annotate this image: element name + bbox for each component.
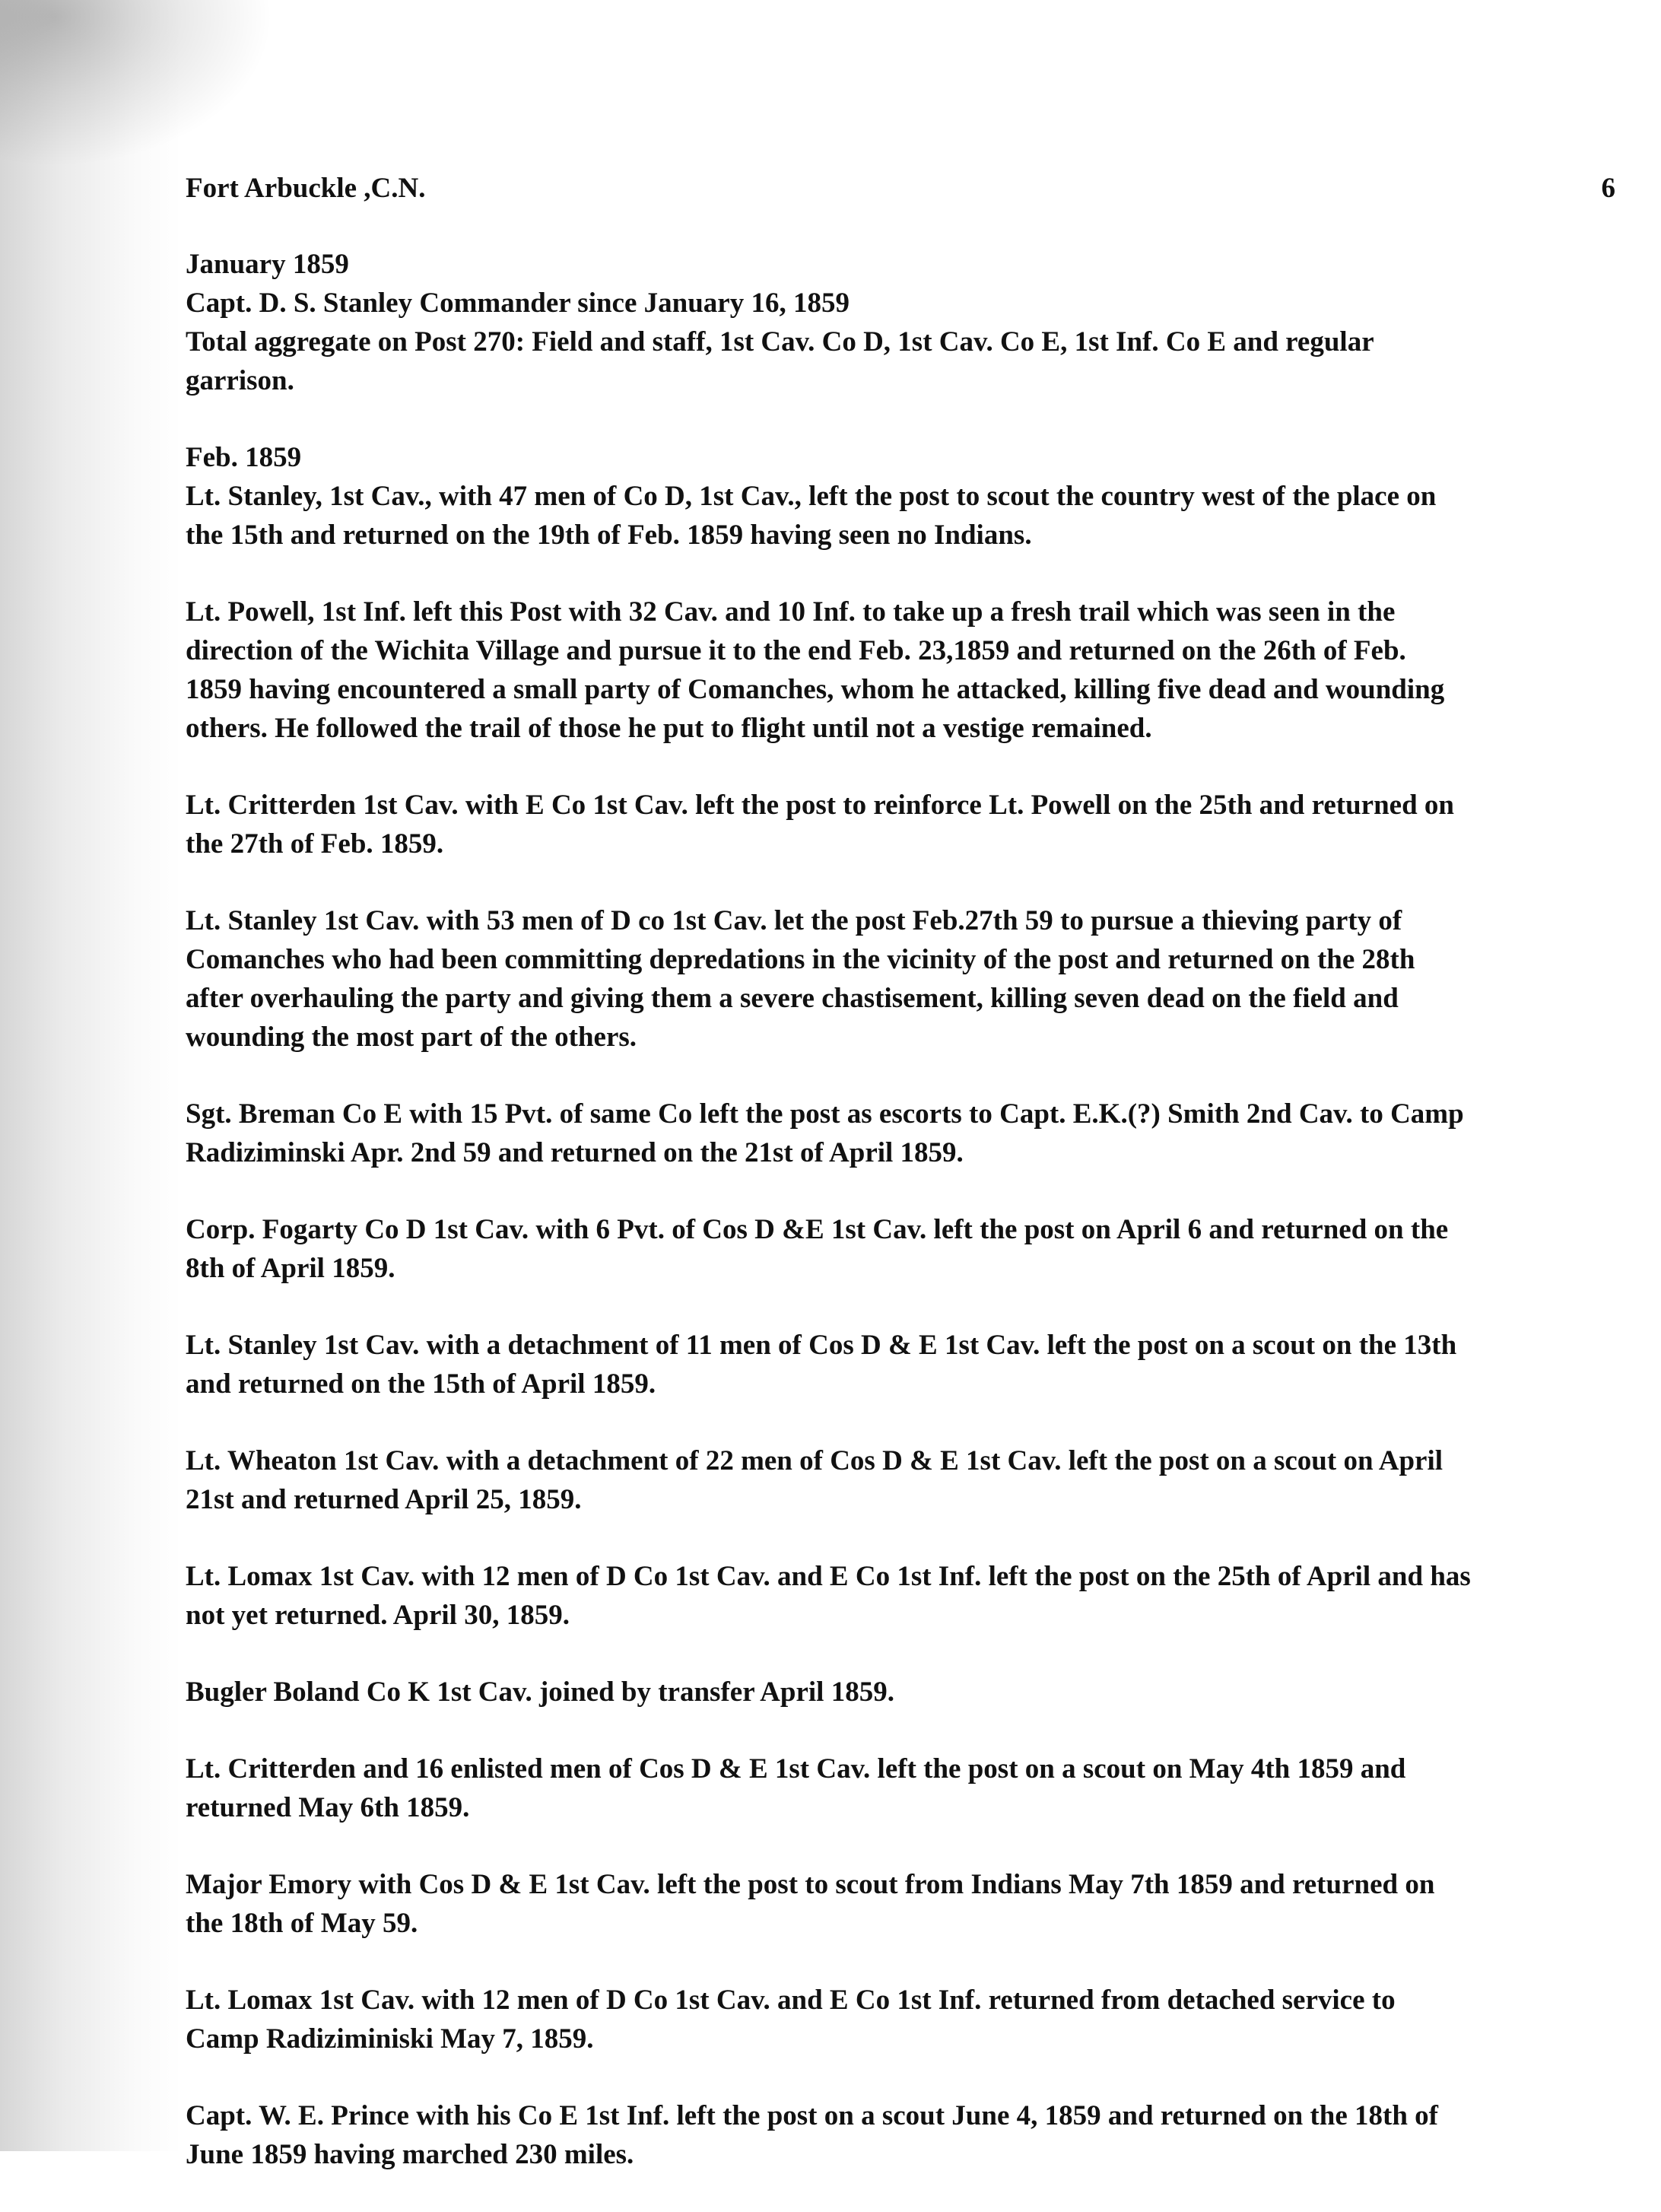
scan-edge-shadow [0,0,183,2151]
text-line: Comanches who had been committing depredations in the vicinity of the post and returned on the 28th [186,944,1415,975]
entry-paragraph [186,1557,1661,1635]
text-line: Lt. Stanley 1st Cav. with 53 men of D co 1st Cav. let the post Feb.27th 59 to pursue a thieving party of [186,905,1402,936]
entry-paragraph [186,1673,1661,1711]
document-body [186,245,1661,2212]
text-line: 21st and returned April 25, 1859. [186,1484,582,1515]
entry-paragraph [186,593,1661,748]
text-line: Lt. Lomax 1st Cav. with 12 men of D Co 1st Cav. and E Co 1st Inf. returned from detached service to [186,1985,1396,2016]
text-line: Capt. D. S. Stanley Commander since January 16, 1859 [186,288,850,319]
entry-paragraph [186,1865,1661,1943]
scan-corner-smudge [0,0,274,167]
page-header [186,169,1615,215]
text-line: Total aggregate on Post 270: Field and staff, 1st Cav. Co D, 1st Cav. Co E, 1st Inf. Co E and regular [186,326,1374,358]
text-line: Sgt. Breman Co E with 15 Pvt. of same Co left the post as escorts to Capt. E.K.(?) Smith 2nd Cav. to Camp [186,1098,1464,1130]
text-line: direction of the Wichita Village and pursue it to the end Feb. 23,1859 and returned on the 26th of Feb. [186,635,1406,666]
page-title: Fort Arbuckle ,C.N. [186,173,426,204]
entry-paragraph [186,1750,1661,1827]
entry-paragraph [186,1441,1661,1519]
entry-paragraph [186,1981,1661,2058]
entry-paragraph [186,901,1661,1057]
text-line: Lt. Critterden and 16 enlisted men of Cos D & E 1st Cav. left the post on a scout on May 4th 1859 and [186,1753,1406,1785]
text-line: Major Emory with Cos D & E 1st Cav. left the post to scout from Indians May 7th 1859 and returned on [186,1869,1435,1900]
text-line: the 18th of May 59. [186,1908,418,1939]
text-line: the 15th and returned on the 19th of Feb. 1859 having seen no Indians. [186,520,1032,551]
text-line: Lt. Lomax 1st Cav. with 12 men of D Co 1st Cav. and E Co 1st Inf. left the post on the 25th of April and has [186,1561,1471,1592]
text-line: Corp. Fogarty Co D 1st Cav. with 6 Pvt. of Cos D &E 1st Cav. left the post on April 6 and returned on the [186,1214,1449,1245]
text-line: and returned on the 15th of April 1859. [186,1368,656,1400]
text-line: Lt. Stanley 1st Cav. with a detachment of 11 men of Cos D & E 1st Cav. left the post on a scout on the 13th [186,1330,1457,1361]
entry-paragraph [186,438,1661,555]
text-line: June 1859 having marched 230 miles. [186,2139,634,2170]
text-line: Lt. Wheaton 1st Cav. with a detachment of 22 men of Cos D & E 1st Cav. left the post on a scout on April [186,1445,1443,1476]
entry-paragraph [186,786,1661,863]
text-line: Lt. Stanley, 1st Cav., with 47 men of Co D, 1st Cav., left the post to scout the country west of the place on [186,481,1437,512]
text-line: Radiziminski Apr. 2nd 59 and returned on the 21st of April 1859. [186,1137,964,1168]
text-line: 8th of April 1859. [186,1253,395,1284]
text-line: 1859 having encountered a small party of Comanches, whom he attacked, killing five dead and wounding [186,674,1445,705]
page-number: 6 [1601,173,1615,204]
text-line: wounding the most part of the others. [186,1022,637,1053]
entry-paragraph [186,1095,1661,1172]
text-line: Bugler Boland Co K 1st Cav. joined by transfer April 1859. [186,1676,894,1708]
text-line: garrison. [186,365,294,396]
entry-paragraph [186,245,1661,400]
text-line: not yet returned. April 30, 1859. [186,1600,570,1631]
entry-paragraph [186,1326,1661,1403]
text-line: Lt. Critterden 1st Cav. with E Co 1st Cav. left the post to reinforce Lt. Powell on the 25th and returned on [186,790,1454,821]
text-line: Lt. Powell, 1st Inf. left this Post with 32 Cav. and 10 Inf. to take up a fresh trail which was seen in the [186,596,1396,628]
text-line: January 1859 [186,249,349,280]
text-line: returned May 6th 1859. [186,1792,470,1823]
text-line: Feb. 1859 [186,442,302,473]
entry-paragraph [186,2096,1661,2174]
text-line: Camp Radiziminiski May 7, 1859. [186,2023,594,2055]
text-line: Capt. W. E. Prince with his Co E 1st Inf. left the post on a scout June 4, 1859 and returned on the 18th of [186,2100,1438,2131]
entry-paragraph [186,1210,1661,1288]
text-line: after overhauling the party and giving them a severe chastisement, killing seven dead on the field and [186,983,1399,1014]
text-line: the 27th of Feb. 1859. [186,828,444,860]
text-line: others. He followed the trail of those he put to flight until not a vestige remained. [186,713,1152,744]
